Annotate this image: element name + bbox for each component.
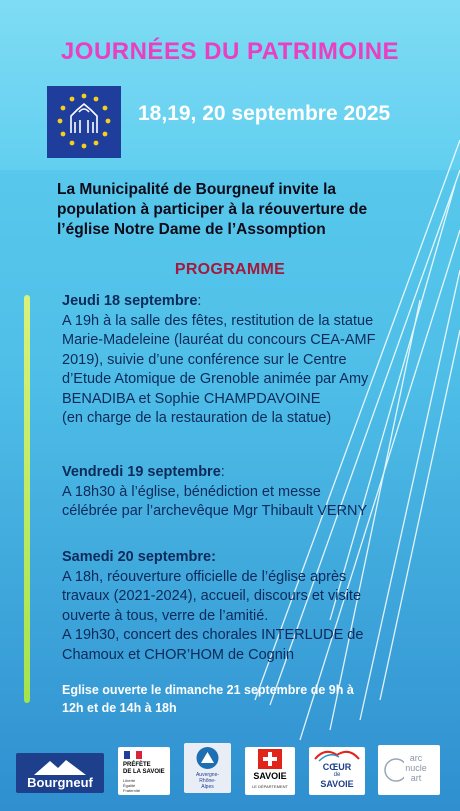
coeur-de-savoie-logo: CŒUR de SAVOIE xyxy=(309,747,365,795)
savoie-department-logo: SAVOIE LE DÉPARTEMENT xyxy=(245,747,295,795)
bourgneuf-logo: Bourgneuf xyxy=(16,753,104,793)
marianne-flag-icon xyxy=(124,751,142,759)
heart-swirl-icon xyxy=(309,747,365,763)
eu-stars-icon xyxy=(47,86,121,158)
opening-hours: Eglise ouverte le dimanche 21 septembre de 9h à 12h et de 14h à 18h xyxy=(62,683,354,715)
day-saturday: Samedi 20 septembre: A 18h, réouverture officielle de l’église après travaux (2021-2024), accueil, discours et visite ouverte à tous, verre de l’amitié. A 19h30, concert des chorales INTERLUDE de Chamoux et CHOR’HOM de Cognin xyxy=(62,549,364,663)
partner-logos xyxy=(0,740,460,800)
day-friday: Vendredi 19 septembre: A 18h30 à l’église, bénédiction et messe célébrée par l’archevêque Mgr Thibault VERNY xyxy=(62,464,368,519)
savoie-cross-icon xyxy=(258,749,282,769)
region-logo: Auvergne- Rhône- Alpes xyxy=(184,743,231,793)
arc-nucleart-logo: arc nucle art xyxy=(378,745,440,795)
day-thursday: Jeudi 18 septembre: A 19h à la salle des fêtes, restitution de la statue Marie-Madeleine (lauréat du concours CEA-AMF 2019), suivie d’une conférence sur le Centre d’Etude Atomique de Grenoble animée par Amy BENADIBA et Sophie CHAMPDAVOINE (en charge de la restauration de la statue) xyxy=(62,293,376,426)
event-dates: 18,19, 20 septembre 2025 xyxy=(138,102,391,125)
prefecture-logo: PRÉFÈTE DE LA SAVOIE Liberté Égalité Fraternité xyxy=(118,747,170,795)
page-title: JOURNÉES DU PATRIMOINE xyxy=(60,38,400,65)
eu-patrimoine-logo xyxy=(47,86,121,158)
programme-heading: PROGRAMME xyxy=(174,261,286,278)
accent-bar xyxy=(24,295,30,703)
invitation-text: La Municipalité de Bourgneuf invite la population à participer à la réouverture de l’église Notre Dame de l’Assomption xyxy=(57,181,368,238)
region-triangle-icon xyxy=(184,743,231,771)
